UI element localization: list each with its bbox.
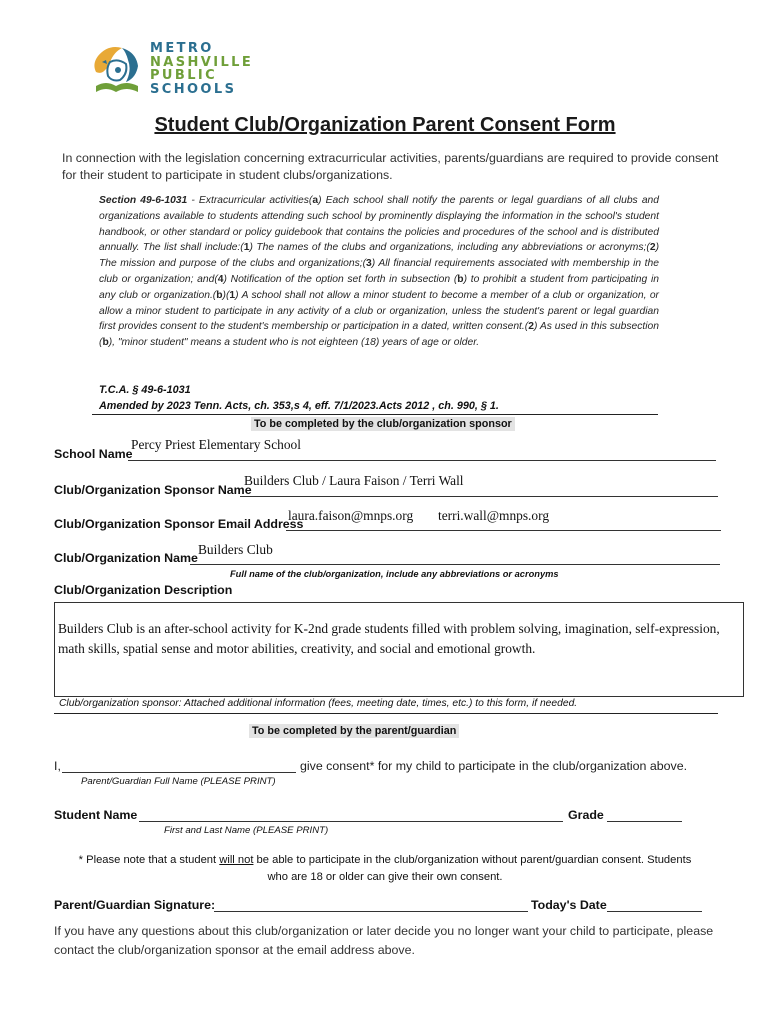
parent-section-header: To be completed by the parent/guardian	[249, 724, 459, 738]
legal-marker: 2	[649, 242, 656, 254]
logo-line-3: PUBLIC	[150, 68, 218, 83]
logo-line-2: NASHVILLE	[150, 54, 254, 70]
signature-field[interactable]	[214, 900, 528, 912]
legal-marker: 2	[528, 321, 534, 333]
legal-marker: 1	[229, 289, 236, 301]
legal-text	[99, 193, 659, 351]
logo-line-4: SCHOOLS	[150, 81, 237, 97]
sponsor-section-header: To be completed by the club/organization sponsor	[251, 417, 515, 431]
sponsor-attach-note: Club/organization sponsor: Attached additional information (fees, meeting date, times, etc.) to this form, if needed.	[59, 698, 578, 709]
legal-marker: 4	[217, 273, 224, 285]
legal-marker: 1	[243, 242, 250, 254]
sponsor-email-label: Club/Organization Sponsor Email Address	[54, 517, 304, 531]
legal-part: ), "minor student" means a student who is not eighteen (18) years of age or older.	[108, 337, 480, 349]
legal-part: ) The names of the clubs and organizations, including any abbreviations or acronyms;(	[249, 242, 650, 254]
legal-part: ) Each school shall notify the parents or legal guardians of all clubs and organizations available to students attending such school by prominently displaying the information in the school's student handbook, or other standard or policy guidebook that contains the policies and procedures of the school and is distributed annually. The list shall include:(	[99, 195, 660, 254]
legal-part: ) to prohibit a student from participating in any club or organization.(	[99, 273, 659, 301]
note-emphasis: will not	[219, 854, 254, 866]
club-name-label: Club/Organization Name	[54, 551, 198, 565]
section-divider	[92, 414, 658, 415]
school-name-label: School Name	[54, 447, 133, 461]
student-name-label: Student Name	[54, 808, 138, 822]
club-name-value: Builders Club	[198, 542, 273, 557]
legal-marker: a	[312, 195, 319, 206]
mnps-logo	[88, 42, 146, 100]
club-description-value: Builders Club is an after-school activity for K-2nd grade students filled with problem solving, imagination, self-expression, math skills, spatial sense and motor abilities, creativity, and social and emotional growth.	[58, 621, 720, 656]
legal-citation	[99, 382, 499, 414]
legal-part: - Extracurricular activities(	[187, 195, 313, 206]
legal-part: ) All financial requirements associated with membership in the club or organization; and(	[99, 258, 659, 285]
legal-marker: 3	[366, 258, 372, 270]
legal-marker: b	[102, 337, 109, 349]
student-name-hint: First and Last Name (PLEASE PRINT)	[164, 825, 329, 836]
tca-citation: T.C.A. § 49-6-1031	[99, 384, 191, 396]
club-name-hint: Full name of the club/organization, include any abbreviations or acronyms	[230, 569, 559, 579]
consent-note	[0, 852, 770, 886]
sponsor-name-value: Builders Club / Laura Faison / Terri Wall	[244, 473, 464, 488]
signature-label: Parent/Guardian Signature:	[54, 898, 216, 912]
mnps-logo-icon	[88, 42, 146, 100]
grade-field[interactable]	[607, 810, 682, 822]
logo-line-1: METRO	[150, 41, 214, 56]
section-label: Section 49-6-1031	[99, 195, 188, 206]
mnps-logo-wordmark	[150, 42, 253, 96]
legal-marker: b	[216, 289, 223, 301]
section-divider	[54, 713, 718, 714]
student-name-field[interactable]	[139, 810, 563, 822]
note-part: be able to participate in the club/organization without parent/guardian consent. Students	[253, 854, 692, 866]
school-name-value: Percy Priest Elementary School	[131, 437, 301, 452]
legal-part: )(	[222, 289, 230, 301]
sponsor-email-value-1: laura.faison@mnps.org	[288, 508, 414, 523]
consent-text: give consent* for my child to participate in the club/organization above.	[300, 759, 688, 773]
sponsor-name-label: Club/Organization Sponsor Name	[54, 483, 252, 497]
legal-marker: b	[457, 273, 464, 285]
club-description-label: Club/Organization Description	[54, 583, 233, 597]
consent-note-line-2: who are 18 or older can give their own consent.	[267, 871, 503, 883]
closing-text: If you have any questions about this club/organization or later decide you no longer want your child to participate, please contact the club/organization sponsor at the email address above.	[54, 924, 714, 957]
legal-part: ) Notification of the option set forth in subsection (	[223, 273, 458, 285]
amended-citation: Amended by 2023 Tenn. Acts, ch. 353,s 4, eff. 7/1/2023.Acts 2012 , ch. 990, § 1.	[99, 400, 499, 412]
todays-date-field[interactable]	[607, 900, 702, 912]
i-label: I,	[54, 759, 61, 773]
parent-name-hint: Parent/Guardian Full Name (PLEASE PRINT)	[81, 776, 276, 787]
sponsor-email-value-2: terri.wall@mnps.org	[438, 508, 550, 523]
legal-part: ) As used in this subsection (	[99, 321, 659, 349]
note-part: * Please note that a student	[78, 854, 220, 866]
todays-date-label: Today's Date	[531, 898, 607, 912]
legal-part: ) A school shall not allow a minor student to become a member of a club or organization, or allow a minor student to participate in any activity of a club or organization, unless the student's parent or legal guardian first provides consent to the student's membership or participation in a dated, written consent.(	[99, 289, 659, 333]
grade-label: Grade	[568, 808, 604, 822]
consent-note-line-1	[0, 852, 770, 869]
form-title: Student Club/Organization Parent Consent Form	[154, 114, 616, 136]
intro-text: In connection with the legislation concerning extracurricular activities, parents/guardians are required to provide consent for their student to participate in student clubs/organizations.	[62, 151, 719, 182]
parent-name-field[interactable]	[62, 760, 296, 773]
legal-part: ) The mission and purpose of the clubs and organizations;(	[99, 242, 659, 270]
